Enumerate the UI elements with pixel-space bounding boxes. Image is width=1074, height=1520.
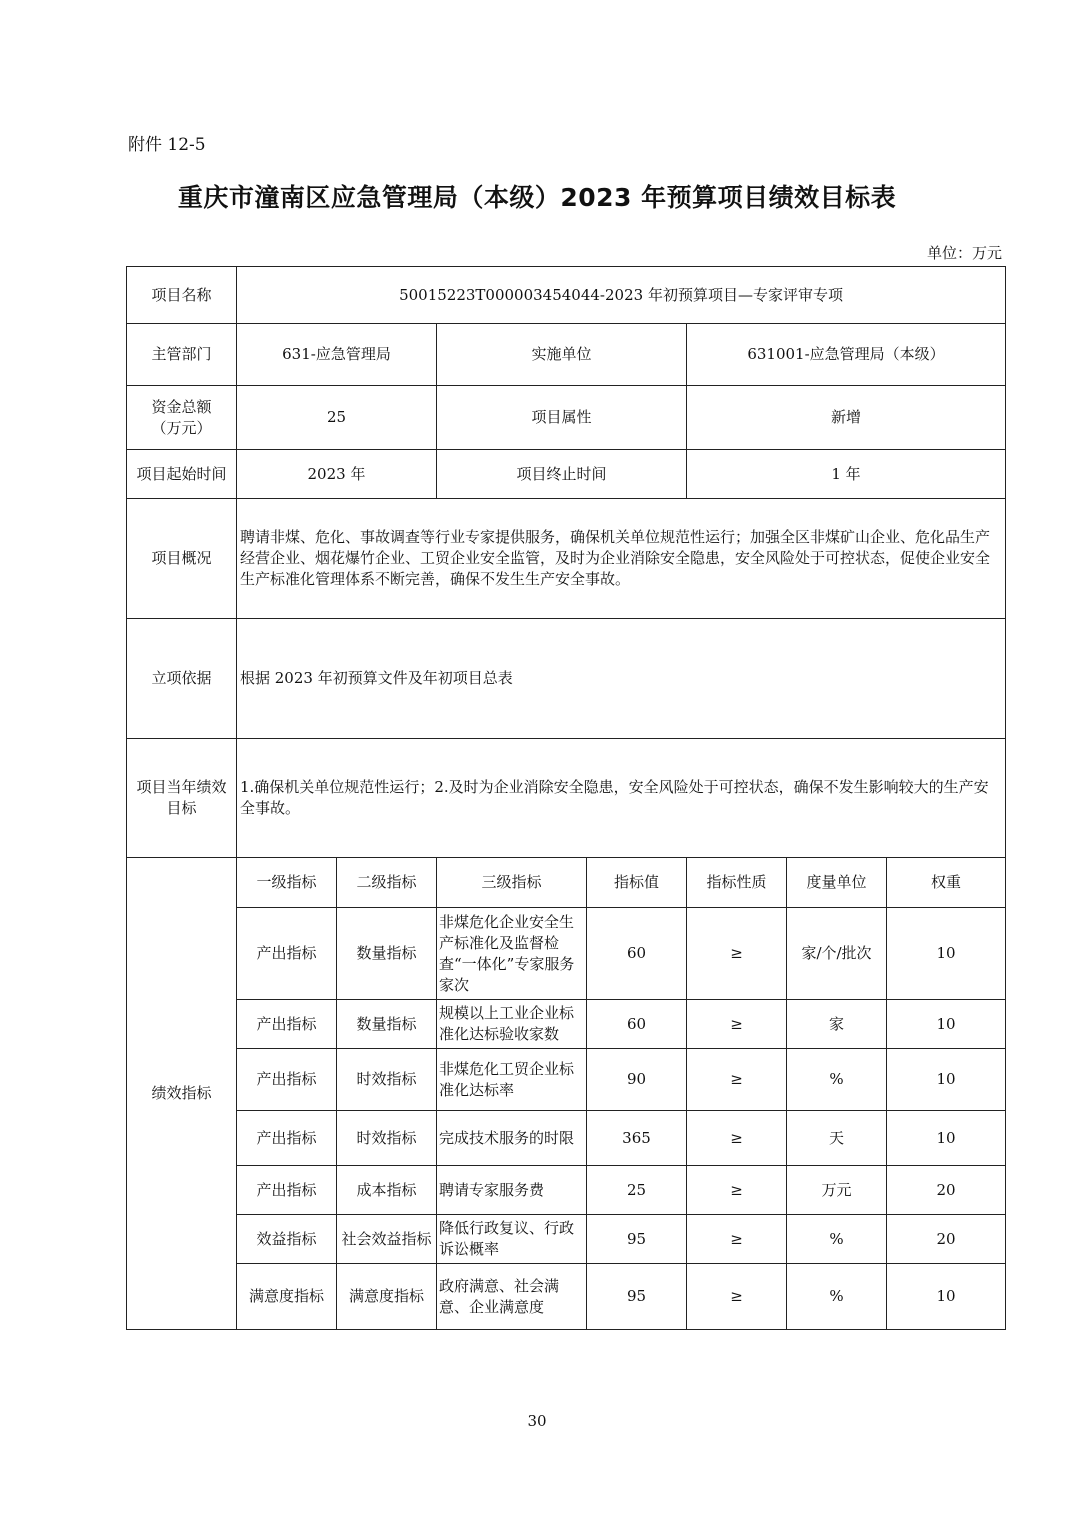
row-funds (127, 386, 1006, 450)
indicator-weight: 10 (887, 1000, 1006, 1049)
performance-table (126, 266, 1006, 1330)
page-number: 30 (527, 1412, 547, 1430)
row-period (127, 450, 1006, 499)
indicator-unit: % (787, 1215, 887, 1264)
page-title: 重庆市潼南区应急管理局（本级）2023 年预算项目绩效目标表 (177, 183, 897, 212)
indicator-level1: 产出指标 (237, 1111, 337, 1166)
header-value: 指标值 (587, 858, 687, 908)
indicator-value: 90 (587, 1049, 687, 1111)
indicator-header-row (127, 858, 1006, 908)
indicator-row (127, 1215, 1006, 1264)
goal-label-text: 项目当年绩效目标 (136, 778, 227, 817)
unit-label: 单位：万元 (926, 244, 1002, 262)
indicator-row (127, 1049, 1006, 1111)
indicator-unit: 天 (787, 1111, 887, 1166)
indicator-level3: 规模以上工业企业标准化达标验收家数 (437, 1000, 587, 1049)
row-dept (127, 324, 1006, 386)
header-level3: 三级指标 (437, 858, 587, 908)
indicator-weight: 10 (887, 1049, 1006, 1111)
indicator-unit: % (787, 1049, 887, 1111)
basis-value: 根据 2023 年初预算文件及年初项目总表 (237, 619, 1006, 739)
basis-label: 立项依据 (127, 619, 237, 739)
funds-label-text: 资金总额（万元） (151, 397, 212, 437)
indicator-nature: ≥ (687, 1215, 787, 1264)
indicator-value: 95 (587, 1264, 687, 1330)
indicator-nature: ≥ (687, 908, 787, 1000)
overview-value: 聘请非煤、危化、事故调查等行业专家提供服务，确保机关单位规范性运行；加强全区非煤矿山企业、危化品生产经营企业、烟花爆竹企业、工贸企业安全监管，及时为企业消除安全隐患，安全风险处于可控状态，促使企业安全生产标准化管理体系不断完善，确保不发生生产安全事故。 (237, 499, 1006, 619)
row-overview (127, 499, 1006, 619)
header-weight: 权重 (887, 858, 1006, 908)
indicator-level2: 满意度指标 (337, 1264, 437, 1330)
indicator-level1: 产出指标 (237, 1166, 337, 1215)
goal-label (127, 739, 237, 858)
indicator-value: 365 (587, 1111, 687, 1166)
indicator-row (127, 1264, 1006, 1330)
indicator-level1: 产出指标 (237, 908, 337, 1000)
indicator-level1: 满意度指标 (237, 1264, 337, 1330)
project-name-value: 50015223T000003454044-2023 年初预算项目—专家评审专项 (237, 267, 1006, 324)
indicator-nature: ≥ (687, 1166, 787, 1215)
indicator-level3: 非煤危化工贸企业标准化达标率 (437, 1049, 587, 1111)
overview-label: 项目概况 (127, 499, 237, 619)
indicator-unit: 家 (787, 1000, 887, 1049)
header-level1: 一级指标 (237, 858, 337, 908)
indicator-level2: 数量指标 (337, 1000, 437, 1049)
indicator-weight: 10 (887, 1264, 1006, 1330)
indicator-level1: 效益指标 (237, 1215, 337, 1264)
indicator-level3: 降低行政复议、行政诉讼概率 (437, 1215, 587, 1264)
attachment-label: 附件 12-5 (128, 135, 206, 155)
indicator-level2: 社会效益指标 (337, 1215, 437, 1264)
indicator-unit: % (787, 1264, 887, 1330)
indicator-nature: ≥ (687, 1049, 787, 1111)
indicator-unit: 家/个/批次 (787, 908, 887, 1000)
indicators-section-label: 绩效指标 (127, 858, 237, 1330)
start-value: 2023 年 (237, 450, 437, 499)
start-label: 项目起始时间 (127, 450, 237, 499)
indicator-level3: 政府满意、社会满意、企业满意度 (437, 1264, 587, 1330)
indicator-row (127, 1000, 1006, 1049)
impl-unit-value: 631001-应急管理局（本级） (687, 324, 1006, 386)
indicator-value: 25 (587, 1166, 687, 1215)
indicator-nature: ≥ (687, 1000, 787, 1049)
indicator-value: 60 (587, 908, 687, 1000)
indicator-weight: 20 (887, 1215, 1006, 1264)
indicator-nature: ≥ (687, 1264, 787, 1330)
indicator-row (127, 1166, 1006, 1215)
indicator-level3: 聘请专家服务费 (437, 1166, 587, 1215)
indicator-weight: 20 (887, 1166, 1006, 1215)
row-goal (127, 739, 1006, 858)
indicator-level2: 时效指标 (337, 1111, 437, 1166)
indicator-level1: 产出指标 (237, 1000, 337, 1049)
indicator-value: 60 (587, 1000, 687, 1049)
indicator-level3: 非煤危化企业安全生产标准化及监督检查“一体化”专家服务家次 (437, 908, 587, 1000)
dept-label: 主管部门 (127, 324, 237, 386)
funds-label (127, 386, 237, 450)
indicator-level2: 成本指标 (337, 1166, 437, 1215)
indicator-level3: 完成技术服务的时限 (437, 1111, 587, 1166)
indicator-level1: 产出指标 (237, 1049, 337, 1111)
dept-value: 631-应急管理局 (237, 324, 437, 386)
indicator-level2: 时效指标 (337, 1049, 437, 1111)
indicator-level2: 数量指标 (337, 908, 437, 1000)
project-name-label: 项目名称 (127, 267, 237, 324)
end-label: 项目终止时间 (437, 450, 687, 499)
header-unit: 度量单位 (787, 858, 887, 908)
indicator-value: 95 (587, 1215, 687, 1264)
header-nature: 指标性质 (687, 858, 787, 908)
funds-value: 25 (237, 386, 437, 450)
row-project-name (127, 267, 1006, 324)
attr-value: 新增 (687, 386, 1006, 450)
indicator-nature: ≥ (687, 1111, 787, 1166)
row-basis (127, 619, 1006, 739)
indicator-row (127, 908, 1006, 1000)
header-level2: 二级指标 (337, 858, 437, 908)
indicator-weight: 10 (887, 1111, 1006, 1166)
impl-unit-label: 实施单位 (437, 324, 687, 386)
end-value: 1 年 (687, 450, 1006, 499)
goal-value: 1.确保机关单位规范性运行；2.及时为企业消除安全隐患，安全风险处于可控状态，确保不发生影响较大的生产安全事故。 (237, 739, 1006, 858)
indicator-row (127, 1111, 1006, 1166)
indicator-unit: 万元 (787, 1166, 887, 1215)
indicator-weight: 10 (887, 908, 1006, 1000)
attr-label: 项目属性 (437, 386, 687, 450)
